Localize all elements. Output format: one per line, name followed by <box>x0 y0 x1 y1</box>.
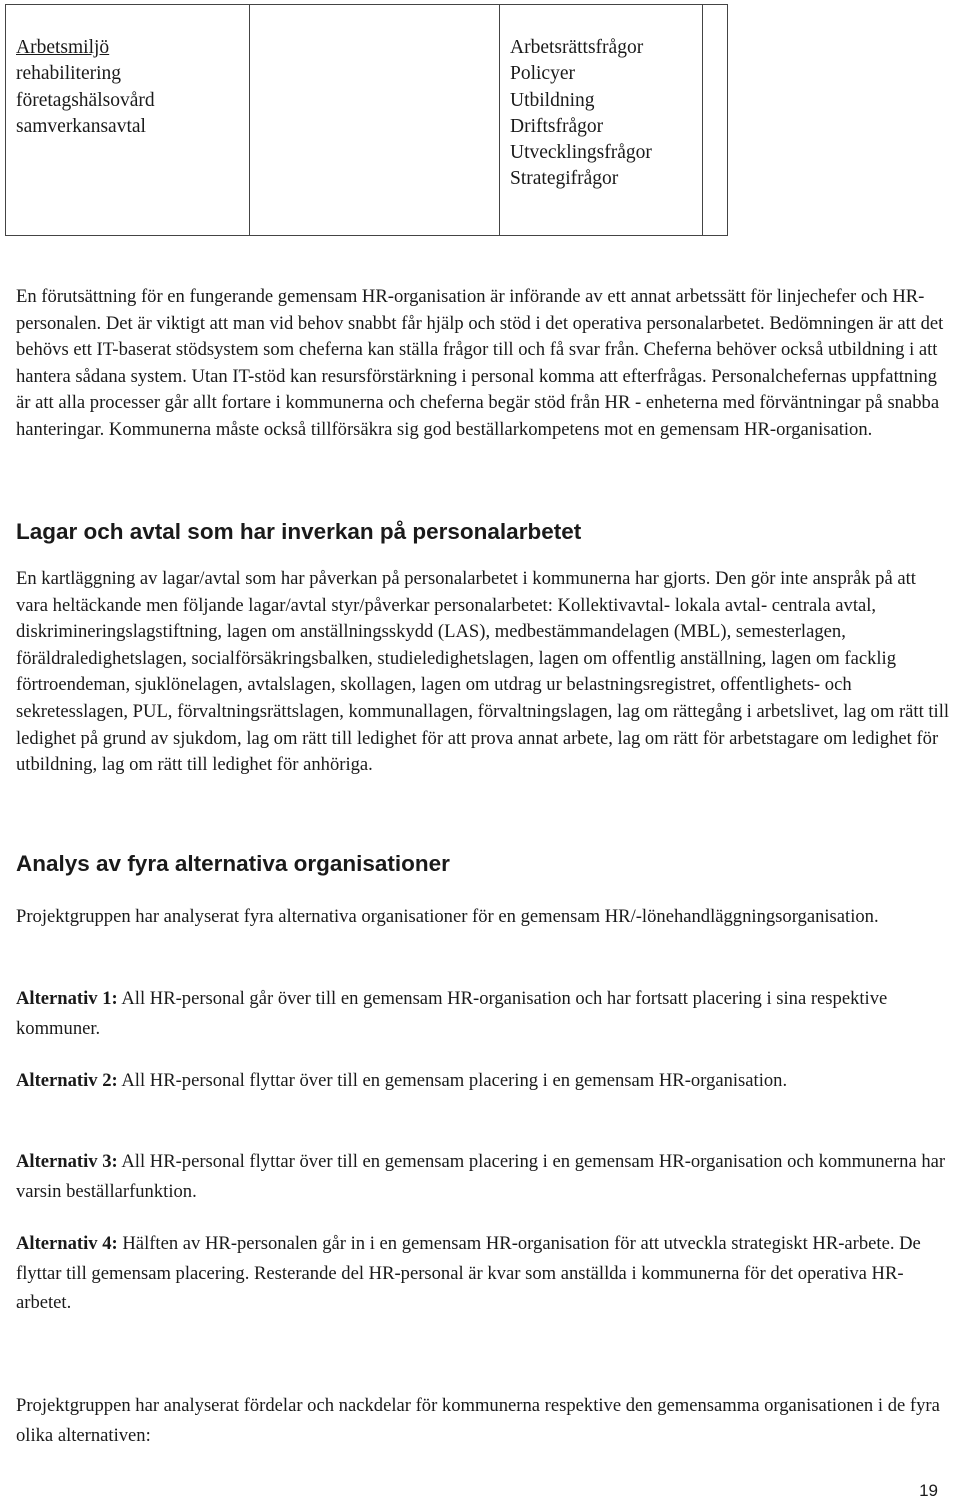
intro-paragraph: En förutsättning för en fungerande gemensam HR-organisation är införande av ett annat arbetssätt för linjechefer och HR-personalen. Det är viktigt att man vid behov snabbt får hjälp och stöd i det operativa personalarbetet. Bedömningen är att det behövs ett IT-baserat stödsystem som cheferna kan ställa frågor till och få svar från. Cheferna behöver också utbildning i att hantera sådana system. Utan IT-stöd kan resursförstärkning i personal komma att efterfrågas. Personalchefernas uppfattning är att alla processer går allt fortare i kommunerna och cheferna begär stöd från HR - enheterna med förväntningar på snabba hanteringar. Kommunerna måste också tillförsäkra sig god beställarkompetens mot en gemensam HR-organisation. <box>16 286 944 440</box>
analysis-closing: Projektgruppen har analyserat fördelar och nackdelar för kommunerna respektive den gemensamma organisationen i de fyra olika alternativen: <box>16 1395 940 1446</box>
alternative-label: Alternativ 2: <box>16 1070 118 1091</box>
col1-list <box>16 35 249 140</box>
list-item: Driftsfrågor <box>510 115 604 137</box>
col3-list <box>510 35 702 193</box>
alternative-label: Alternativ 1: <box>16 988 118 1009</box>
laws-paragraph: En kartläggning av lagar/avtal som har påverkan på personalarbetet i kommunerna har gjorts. Den gör inte anspråk på att vara heltäckande men följande lagar/avtal styr/påverkar personalarbetet: Kollektivavtal- lokala avtal- centrala avtal, diskrimineringslagstiftning, lagen om anställningsskydd (LAS), medbestämmandelagen (MBL), semesterlagen, föräldraledighetslagen, socialförsäkringsbalken, studieledighetslagen, lagen om offentlig anställning, lagen om facklig förtroendeman, sjuklönelagen, avtalslagen, skollagen, lagen om utdrag ur belastningsregistret, offentlighets- och sekretesslagen, PUL, förvaltningsrättslagen, kommunallagen, förvaltningslagen, lag om rättegång i arbetslivet, lag om rätt till ledighet på grund av sjukdom, lag om rätt till ledighet för att prova annat arbete, lag om rätt för arbetstagare om ledighet för utbildning, lag om rätt till ledighet för anhöriga. <box>16 568 950 776</box>
analysis-intro: Projektgruppen har analyserat fyra alternativa organisationer för en gemensam HR/-lönehandläggningsorganisation. <box>16 906 879 927</box>
alternative-text: All HR-personal går över till en gemensam HR-organisation och har fortsatt placering i sina respektive kommuner. <box>16 988 888 1039</box>
section-heading-analysis: Analys av fyra alternativa organisationer <box>16 851 450 876</box>
list-item: företagshälsovård <box>16 89 155 111</box>
list-item: Utvecklingsfrågor <box>510 142 652 164</box>
alternative-4 <box>16 1229 952 1318</box>
alternative-label: Alternativ 3: <box>16 1151 118 1172</box>
alternative-label: Alternativ 4: <box>16 1233 118 1254</box>
alternative-2 <box>16 1066 952 1096</box>
top-table <box>5 4 728 236</box>
table-cell-empty <box>250 5 500 235</box>
alternative-text: All HR-personal flyttar över till en gemensam placering i en gemensam HR-organisation. <box>117 1070 788 1091</box>
page-number: 19 <box>919 1481 938 1500</box>
alternative-3 <box>16 1147 952 1206</box>
alternative-1 <box>16 984 952 1043</box>
list-item: rehabilitering <box>16 63 122 85</box>
table-cell-narrow <box>703 5 727 235</box>
table-cell-labour-law <box>500 5 703 235</box>
list-item: Strategifrågor <box>510 168 619 190</box>
alternative-text: All HR-personal flyttar över till en gemensam placering i en gemensam HR-organisation och kommunerna har varsin beställarfunktion. <box>16 1151 946 1202</box>
alternative-text: Hälften av HR-personalen går in i en gemensam HR-organisation för att utveckla strategiskt HR-arbete. De flyttar till gemensam placering. Resterande del HR-personal är kvar som anställda i kommunerna för det operativa HR-arbetet. <box>16 1233 921 1313</box>
list-item: Arbetsrättsfrågor <box>510 37 644 58</box>
list-item: Policyer <box>510 63 575 85</box>
list-item: Arbetsmiljö <box>16 37 110 58</box>
list-item: Utbildning <box>510 89 595 111</box>
list-item: samverkansavtal <box>16 115 146 137</box>
section-heading-laws: Lagar och avtal som har inverkan på personalarbetet <box>16 519 582 544</box>
table-cell-work-environment <box>6 5 250 235</box>
